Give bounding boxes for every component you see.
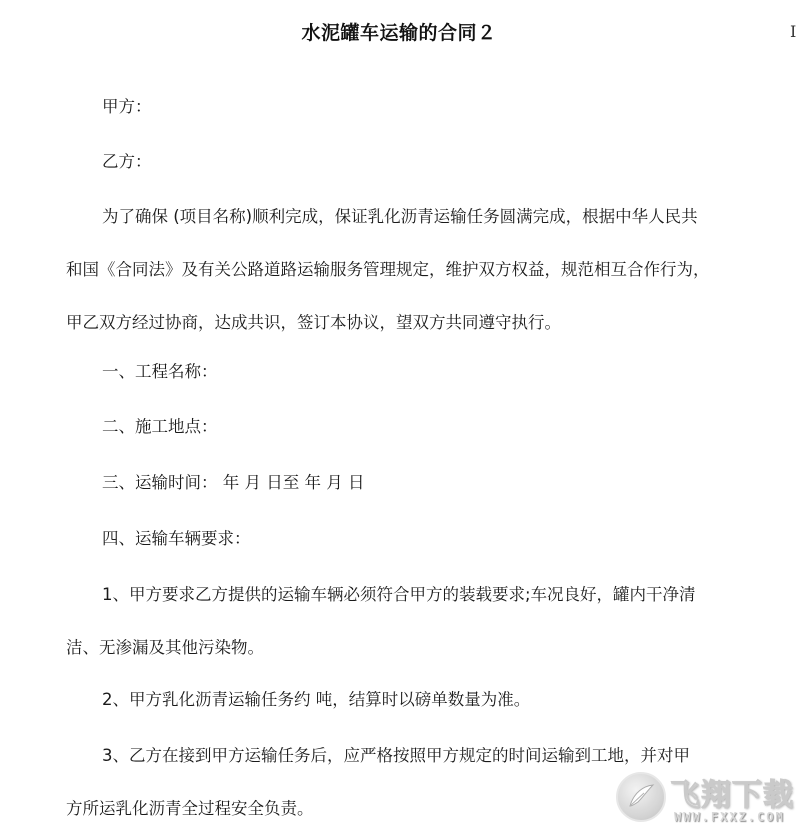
paragraph-line: 1、甲方要求乙方提供的运输车辆必须符合甲方的装载要求;车况良好，罐内干净清 [102, 585, 696, 604]
paragraph-line: 一、工程名称： [102, 362, 218, 381]
paragraph-line: 二、施工地点： [102, 417, 218, 436]
watermark-logo [616, 770, 794, 832]
paragraph-line: 乙方： [102, 152, 152, 171]
text-cursor-icon: I [790, 22, 797, 41]
paragraph [66, 135, 746, 188]
watermark-brand: 飞翔下载 [670, 778, 794, 813]
paragraph-line: 和国《合同法》及有关公路道路运输服务管理规定，维护双方权益，规范相互合作行为， [66, 260, 710, 279]
paragraph-line: 为了确保 (项目名称)顺利完成，保证乳化沥青运输任务圆满完成，根据中华人民共 [102, 207, 698, 226]
paragraph [66, 568, 746, 674]
paragraph-line: 甲乙双方经过协商，达成共识，签订本协议，望双方共同遵守执行。 [66, 313, 561, 332]
document-title: 水泥罐车运输的合同２ [301, 22, 497, 44]
paragraph [66, 345, 746, 398]
paragraph-line: 方所运乳化沥青全过程安全负责。 [66, 799, 314, 818]
watermark-url: WWW.FXXZ.COM [674, 810, 785, 824]
paragraph-line: 四、运输车辆要求： [102, 529, 251, 548]
paragraph [66, 512, 746, 565]
paragraph-line: 甲方： [102, 97, 152, 116]
paragraph-line: 洁、无渗漏及其他污染物。 [66, 638, 264, 657]
paragraph [66, 673, 746, 726]
paragraph [66, 400, 746, 453]
paragraph-line: 3、乙方在接到甲方运输任务后，应严格按照甲方规定的时间运输到工地，并对甲 [102, 746, 690, 765]
paragraph-line: 2、甲方乳化沥青运输任务约 吨，结算时以磅单数量为准。 [102, 690, 531, 709]
feather-logo-icon [616, 772, 666, 822]
paragraph [66, 456, 746, 509]
paragraph [66, 80, 746, 133]
paragraph-line: 三、运输时间： 年 月 日至 年 月 日 [102, 473, 365, 492]
paragraph [66, 190, 746, 349]
